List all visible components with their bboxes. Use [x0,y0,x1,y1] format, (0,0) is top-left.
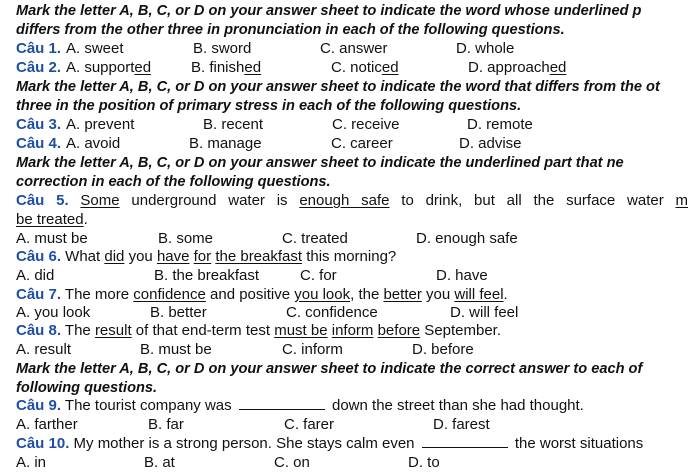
q2-option-b-text: B. finish [191,59,245,76]
q6-option-b: B. the breakfast [154,267,260,284]
question-9-label: Câu 9. [16,397,62,414]
question-7-label: Câu 7. [16,286,62,303]
q5-text-2: to drink, but all the surface water [389,192,676,209]
q8-underlined-inform: inform [331,322,374,339]
instruction-error-line2: correction in each of the following questions. [16,174,331,190]
q1-option-d: D. whole [456,40,515,57]
q2-option-c-underlined: ed [381,59,399,76]
q7-underlined-better: better [383,286,422,303]
q10-option-a: A. in [16,454,47,471]
q3-option-c: C. receive [332,116,400,133]
q8-option-b: B. must be [140,341,212,358]
question-3-label: Câu 3. [16,116,62,133]
q5-option-c: C. treated [282,230,348,247]
q2-option-d-underlined: ed [549,59,567,76]
q3-option-a: A. prevent [66,116,135,133]
q8-text-2: of that end-term test [131,322,275,339]
question-8-label: Câu 8. [16,322,62,339]
q6-underlined-did: did [104,248,125,265]
q2-option-b-underlined: ed [244,59,262,76]
q8-underlined-must-be: must be [274,322,328,339]
question-2 [16,59,61,77]
question-5-label: Câu 5. [16,192,69,209]
q10-answer-blank[interactable] [422,435,508,448]
instruction-correct-line2: following questions. [16,380,158,396]
q6-option-d: D. have [436,267,488,284]
q7-text-3: , the [350,286,384,303]
q5-underlined-must-fragment: m [675,192,688,209]
question-7-sentence [16,286,508,304]
q5-option-b: B. some [158,230,214,247]
q7-option-d: D. will feel [450,304,519,321]
q6-text-5: this morning? [302,248,397,265]
question-4-label: Câu 4. [16,135,62,152]
q10-option-d: D. to [408,454,440,471]
q2-option-a-underlined: ed [134,59,152,76]
q5-underlined-enough-safe: enough safe [299,192,390,209]
q8-option-d: D. before [412,341,474,358]
q7-underlined-will-feel: will feel [454,286,504,303]
q5-option-a: A. must be [16,230,88,247]
q8-text-1: The [61,322,95,339]
q9-option-a: A. farther [16,416,78,433]
q7-text-2: and positive [205,286,295,303]
question-3 [16,116,61,134]
q10-option-c: C. on [274,454,310,471]
q4-option-b: B. manage [189,135,262,152]
q1-option-a: A. sweet [66,40,124,57]
question-2-label: Câu 2. [16,59,62,76]
q6-text-1: What [61,248,105,265]
q8-option-c: C. inform [282,341,343,358]
q1-option-c: C. answer [320,40,388,57]
q2-option-b [191,59,261,77]
q10-option-b: B. at [144,454,175,471]
q2-option-c-text: C. notic [331,59,382,76]
question-10-label: Câu 10. [16,435,70,452]
instruction-pronunciation-line2: differs from the other three in pronunciation in each of the following questions. [16,22,565,38]
question-1 [16,40,61,58]
question-9-sentence [16,397,584,415]
q9-option-d: D. farest [433,416,490,433]
question-6-sentence [16,248,396,266]
instruction-stress-line2: three in the position of primary stress in each of the following questions. [16,98,522,114]
q7-option-b: B. better [150,304,207,321]
q9-text-2: down the street than she had thought. [327,397,584,414]
question-5-sentence-line2 [16,211,88,229]
q10-text-2: the worst situations [510,435,644,452]
q8-underlined-result: result [94,322,132,339]
q5-option-d: D. enough safe [416,230,518,247]
q10-text-1: My mother is a strong person. She stays calm even [69,435,419,452]
q8-underlined-before: before [377,322,421,339]
q7-underlined-confidence: confidence [133,286,206,303]
q5-text-1: underground water is [119,192,300,209]
q6-option-a: A. did [16,267,55,284]
q6-option-c: C. for [300,267,337,284]
q2-option-c [331,59,399,77]
q5-underlined-be-treated: be treated [16,211,84,228]
instruction-stress-line1: Mark the letter A, B, C, or D on your answer sheet to indicate the word that differs from the ot [16,79,660,95]
q3-option-d: D. remote [467,116,533,133]
question-6-label: Câu 6. [16,248,62,265]
q7-text-1: The more [61,286,134,303]
question-5-sentence-line1 [16,192,688,210]
question-4 [16,135,61,153]
q5-text-3: . [83,211,88,228]
q1-option-b: B. sword [193,40,252,57]
q6-underlined-for: for [193,248,212,265]
instruction-error-line1: Mark the letter A, B, C, or D on your answer sheet to indicate the underlined part that ne [16,155,624,171]
q8-option-a: A. result [16,341,72,358]
question-10-sentence [16,435,643,453]
q6-underlined-have: have [156,248,190,265]
q4-option-a: A. avoid [66,135,121,152]
q7-option-a: A. you look [16,304,91,321]
q2-option-d-text: D. approach [468,59,550,76]
q2-option-a-text: A. support [66,59,135,76]
q6-underlined-the-breakfast: the breakfast [215,248,303,265]
q6-text-2: you [124,248,157,265]
q9-text-1: The tourist company was [61,397,236,414]
q8-text-5: September. [420,322,502,339]
q3-option-b: B. recent [203,116,264,133]
instruction-pronunciation-line1: Mark the letter A, B, C, or D on your answer sheet to indicate the word whose underlined p [16,3,642,19]
q7-text-4: you [421,286,455,303]
q7-underlined-you-look: you look [294,286,351,303]
q2-option-a [66,59,151,77]
q9-option-c: C. farer [284,416,335,433]
q9-option-b: B. far [148,416,184,433]
q7-text-5: . [503,286,508,303]
q4-option-c: C. career [331,135,393,152]
question-1-label: Câu 1. [16,40,62,57]
q5-underlined-some: Some [80,192,120,209]
q2-option-d [468,59,566,77]
question-8-sentence [16,322,501,340]
instruction-correct-line1: Mark the letter A, B, C, or D on your answer sheet to indicate the correct answer to each of [16,361,643,377]
q4-option-d: D. advise [459,135,522,152]
q9-answer-blank[interactable] [239,397,325,410]
q7-option-c: C. confidence [286,304,378,321]
